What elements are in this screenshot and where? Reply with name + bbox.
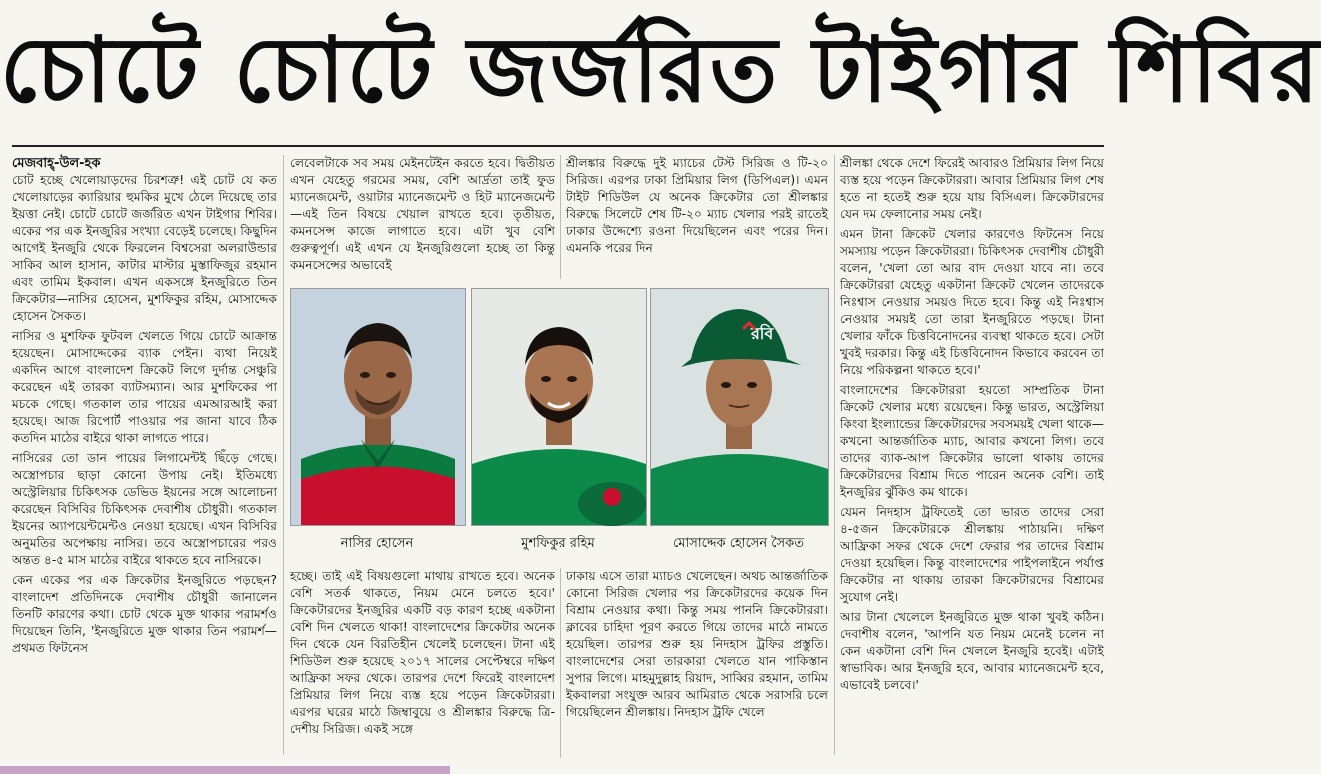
column-4 <box>840 155 1104 755</box>
bottom-color-bar <box>0 766 450 774</box>
byline: মেজবাহ্-উল-হক <box>12 156 101 171</box>
paragraph: নাসির ও মুশফিক ফুটবল খেলতে গিয়ে চোটে আক্রান্ত হয়েছেন। মোসাদ্দেকের ব্যাক পেইন। ব্যথা নিয়েই একদিন আগে বাংলাদেশ ক্রিকেট লিগে দুর্দান্ত সেঞ্চুরি করেছেন এই তারকা ব্যাটসম্যান। আর মুশফিকের পা মচকে গেছে। গতকাল তার পায়ের এমআরআই করা হয়েছে। আজ রিপোর্ট পাওয়ার পর জানা যাবে ঠিক কতদিন মাঠের বাইরে থাকা লাগতে পারে। <box>12 329 277 445</box>
paragraph: এমন টানা ক্রিকেট খেলার কারণেও ফিটনেস নিয়ে সমস্যায় পড়েন ক্রিকেটাররা। চিকিৎসক দেবাশীষ চৌধুরী বলেন, 'খেলা তো আর বাদ দেওয়া যাবে না। তবে ক্রিকেটাররা যেহেতু একটানা ক্রিকেট খেলেন তাদেরকে নিঃশ্বাস নেওয়ার সময়ও দিতে হবে। কিন্তু এই নিঃশ্বাস নেওয়ার সময়ই তো তারা ইনজুরিতে পড়ছে। টানা খেলার ফাঁকে চিত্তবিনোদনের ব্যবস্থা থাকতে হবে। সেটা খুবই দরকার। কিন্তু এই চিত্তবিনোদন কিভাবে করবেন তা নিয়ে পরিকল্পনা থাকতে হবে।' <box>840 227 1104 377</box>
column-3-top <box>566 155 828 279</box>
photo-nasir <box>290 288 466 526</box>
headline-rule <box>12 145 1104 147</box>
paragraph: যেমন নিদহাস ট্রফিতেই তো ভারত তাদের সেরা ৪-৫জন ক্রিকেটারকে শ্রীলঙ্কায় পাঠায়নি। দক্ষিণ আফ্রিকা সফর থেকে দেশে ফেরার পর তাদের বিশ্রাম দেওয়া হয়েছিল। কিন্তু বাংলাদেশের পাইপলাইনে পর্যাপ্ত ক্রিকেটার না থাকায় তারকা ক্রিকেটারদের বিশ্রামের সুযোগ নেই। <box>840 505 1104 604</box>
headline: চোটে চোটে জর্জরিত টাইগার শিবির <box>0 17 1321 123</box>
caption-mosaddek: মোসাদ্দেক হোসেন সৈকত <box>673 536 804 551</box>
column-2-top <box>290 155 555 279</box>
paragraph: কেন একের পর এক ক্রিকেটার ইনজুরিতে পড়ছেন? বাংলাদেশ প্রতিদিনকে দেবাশীষ চৌধুরী জানালেন তিনটি কারণের কথা। চোট থেকে মুক্ত থাকার পরামর্শও দিয়েছেন তিনি, 'ইনজুরিতে মুক্ত থাকার তিন পরামর্শ— প্রথমত ফিটনেস <box>12 573 277 655</box>
column-3-bottom <box>566 568 828 758</box>
column-divider <box>834 155 835 755</box>
player-portrait-3 <box>651 289 828 525</box>
column-2-bottom <box>290 568 555 758</box>
caption-nasir: নাসির হোসেন <box>340 536 414 551</box>
cap-logo: রবি <box>751 324 774 343</box>
paragraph: শ্রীলঙ্কা থেকে দেশে ফিরেই আবারও প্রিমিয়ার লিগ নিয়ে ব্যস্ত হয়ে পড়েন ক্রিকেটাররা। আবার প্রিমিয়ার লিগ শেষ হতে না হতেই শুরু হয়ে যায় বিসিএল। ক্রিকেটারদের যেন দম ফেলানোর সময় নেই। <box>840 156 1104 221</box>
caption-mushfiqur: মুশফিকুর রহিম <box>521 536 595 551</box>
paragraph: ঢাকায় এসে তারা ম্যাচও খেলেছেন। অথচ আন্তর্জাতিক কোনো সিরিজ খেলার পর ক্রিকেটারদের কয়েক দিন বিশ্রাম নেওয়ার কথা। কিন্তু সময় পাননি ক্রিকেটাররা। ক্লাবের চাহিদা পূরণ করতে গিয়ে তাদের মাঠে নামতে হয়েছিল। তারপর শুরু হয় নিদহাস ট্রফির প্রস্তুতি। বাংলাদেশের সেরা তারকারা খেলতে যান পাকিস্তান সুপার লিগে। মাহমুদুল্লাহ রিয়াদ, সাব্বির রহমান, তামিম ইকবালরা সংযুক্ত আরব আমিরাত থেকে সরাসরি চলে গিয়েছিলেন শ্রীলঙ্কায়। নিদহাস ট্রফি খেলে <box>566 569 828 719</box>
column-1 <box>12 172 277 754</box>
column-divider <box>560 568 561 758</box>
paragraph: বাংলাদেশের ক্রিকেটাররা হয়তো সাম্প্রতিক টানা ক্রিকেট খেলার মধ্যে রয়েছেন। কিন্তু ভারত, অস্ট্রেলিয়া কিংবা ইংল্যান্ডের ক্রিকেটারদের সবসময়ই খেলা থাকে— কখনো আন্তর্জাতিক ম্যাচ, আবার কখনো লিগ। তবে তাদের ব্যাক-আপ ক্রিকেটার ভালো থাকায় তাদের ক্রিকেটারদের বিশ্রাম দিতে পারেন অনেক বেশি। তাই ইনজুরির ঝুঁকিও কম থাকে। <box>840 383 1104 499</box>
paragraph: লেবেলটাকে সব সময় মেইনটেইন করতে হবে। দ্বিতীয়ত এখন যেহেতু গরমের সময়, বেশি আর্দ্রতা তাই ফুড ম্যানেজমেন্ট, ওয়াটার ম্যানেজমেন্ট ও হিট ম্যানেজমেন্ট —এই তিন বিষয়ে খেয়াল রাখতে হবে। তৃতীয়ত, কমনসেন্স কাজে লাগাতে হবে। এটা খুব বেশি গুরুত্বপূর্ণ। এই এখন যে ইনজুরিগুলো হচ্ছে তা কিন্তু কমনসেন্সের অভাবেই <box>290 156 555 272</box>
paragraph: চোট হচ্ছে খেলোয়াড়দের চিরশত্রু! এই চোট যে কত খেলোয়াড়ের ক্যারিয়ার হুমকির মুখে ঠেলে দিয়েছে তার ইয়ত্তা নেই। চোটে চোটে জর্জরিত এখন টাইগার শিবির। একের পর এক ইনজুরির সংখ্যা বেড়েই চলেছে। কিছুদিন আগেই ইনজুরি থেকে ফিরলেন বিশ্বসেরা অলরাউন্ডার সাকিব আল হাসান, কাটার মাস্টার মুস্তাফিজুর রহমান এবং তামিম ইকবাল। এখন একসঙ্গে ইনজুরিতে তিন ক্রিকেটার—নাসির হোসেন, মুশফিকুর রহিম, মোসাদ্দেক হোসেন সৈকত। <box>12 173 277 323</box>
paragraph: হচ্ছে। তাই এই বিষয়গুলো মাথায় রাখতে হবে। অনেক বেশি সতর্ক থাকতে, নিয়ম মেনে চলতে হবে।' ক্রিকেটারদের ইনজুরির একটি বড় কারণ হচ্ছে একটানা বেশি দিন খেলতে থাকা! বাংলাদেশের ক্রিকেটার অনেক দিন থেকে যেন বিরতিহীন খেলেই চলেছেন। টানা এই শিডিউল শুরু হয়েছে ২০১৭ সালের সেপ্টেম্বরে দক্ষিণ আফ্রিকা সফর থেকে। তারপর দেশে ফিরেই বাংলাদেশ প্রিমিয়ার লিগ নিয়ে ব্যস্ত হয়ে পড়েন ক্রিকেটাররা। এরপর ঘরের মাঠে জিম্বাবুয়ে ও শ্রীলঙ্কার বিরুদ্ধে ত্রি-দেশীয় সিরিজ। একই সঙ্গে <box>290 569 555 736</box>
player-portrait-2 <box>472 289 646 525</box>
column-divider <box>560 155 561 279</box>
photo-mushfiqur <box>471 288 647 526</box>
paragraph: শ্রীলঙ্কার বিরুদ্ধে দুই ম্যাচের টেস্ট সিরিজ ও টি-২০ সিরিজ। এরপর ঢাকা প্রিমিয়ার লিগ (ডিপিএল)। এমন টাইট শিডিউল যে অনেক ক্রিকেটার তো শ্রীলঙ্কার বিরুদ্ধে সিলেটে শেষ টি-২০ ম্যাচ খেলার পরই রাতেই ঢাকার উদ্দেশ্যে রওনা দিয়েছিলেন এবং পরের দিন। এমনকি পরের দিন <box>566 156 828 255</box>
paragraph: নাসিরের তো ডান পায়ের লিগামেন্টই ছিঁড়ে গেছে। অস্ত্রোপচার ছাড়া কোনো উপায় নেই। ইতিমধ্যে অস্ট্রেলিয়ার চিকিৎসক ডেভিড ইয়নের সঙ্গে আলোচনা করেছেন বিসিবির চিকিৎসক দেবাশীষ চৌধুরী। গতকাল ইয়নের অ্যাপয়েন্টমেন্টও নেওয়া হয়েছে। এখন বিসিবির অনুমতির অপেক্ষায় নাসির। তবে অস্ত্রোপচারের পরও অন্তত ৪-৫ মাস মাঠের বাইরে থাকতে হবে নাসিরকে। <box>12 451 277 567</box>
paragraph: আর টানা খেলেলে ইনজুরিতে মুক্ত থাকা খুবই কঠিন। দেবাশীষ বলেন, 'আপনি যত নিয়ম মেনেই চলেন না কেন একটানা বেশি দিন খেললে ইনজুরি হবেই। এটাই স্বাভাবিক। আর ইনজুরি হবে, আবার ম্যানেজমেন্ট হবে, এভাবেই চলবে।' <box>840 610 1104 692</box>
player-portrait-1 <box>291 289 465 525</box>
column-divider <box>283 155 284 755</box>
photo-mosaddek <box>650 288 829 526</box>
